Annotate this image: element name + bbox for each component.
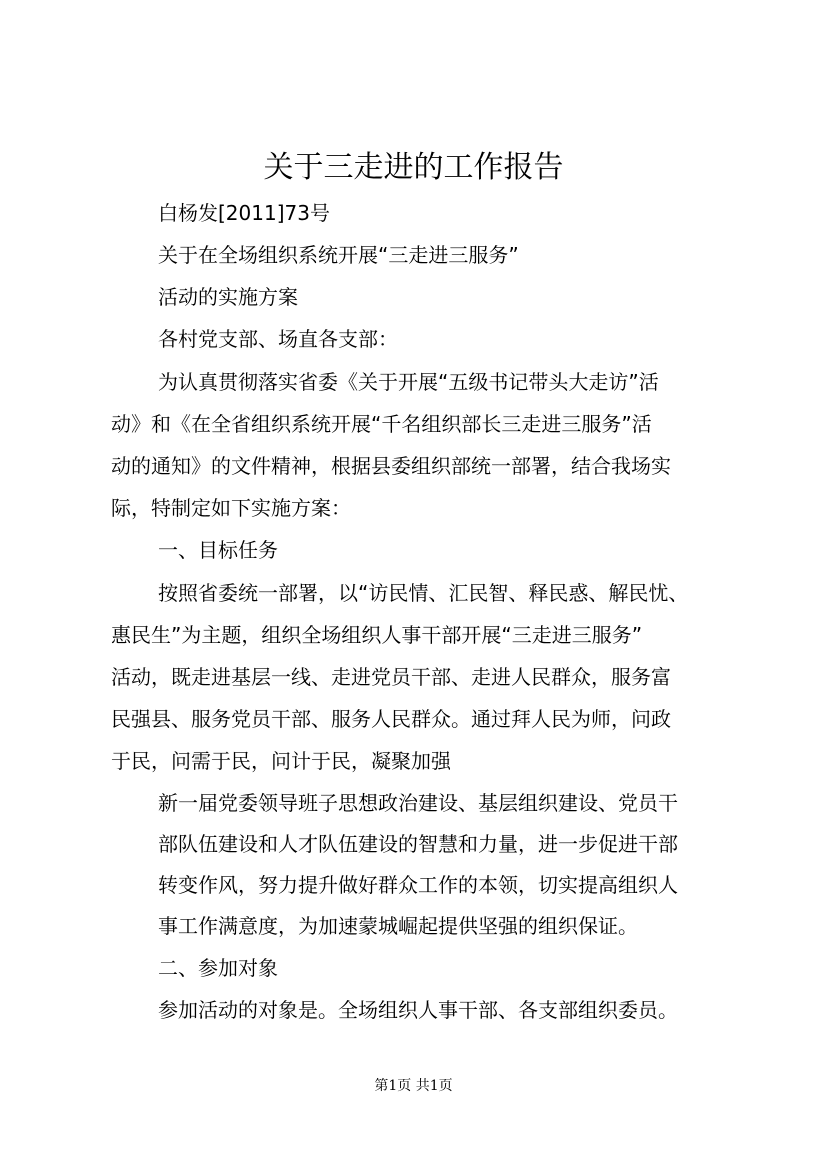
paragraph-line: 际，特制定如下实施方案： [111,496,351,520]
paragraph-line: 动》和《在全省组织系统开展“千名组织部长三走进三服务”活 [111,412,652,436]
paragraph-line: 事工作满意度，为加速蒙城崛起提供坚强的组织保证。 [158,914,638,938]
doc-number: 白杨发[2011]73号 [158,201,330,225]
plan-heading-line-2: 活动的实施方案 [158,285,298,309]
paragraph-line: 新一届党委领导班子思想政治建设、基层组织建设、党员干 [158,791,678,815]
paragraph-line: 为认真贯彻落实省委《关于开展“五级书记带头大走访”活 [158,370,659,394]
paragraph-line: 惠民生”为主题，组织全场组织人事干部开展“三走进三服务” [111,623,643,647]
document-title: 关于三走进的工作报告 [263,150,564,185]
plan-heading-line-1: 关于在全场组织系统开展“三走进三服务” [158,243,519,267]
section-heading-goals: 一、目标任务 [158,538,278,562]
paragraph-line: 活动，既走进基层一线、走进党员干部、走进人民群众，服务富 [111,665,671,689]
page-footer: 第1页 共1页 [374,1078,453,1094]
paragraph-line: 民强县、服务党员干部、服务人民群众。通过拜人民为师，问政 [111,707,671,731]
paragraph-line: 按照省委统一部署，以“访民情、汇民智、释民惑、解民忧、 [158,581,689,605]
section-heading-participants: 二、参加对象 [158,956,278,980]
paragraph-line: 部队伍建设和人才队伍建设的智慧和力量，进一步促进干部 [158,832,678,856]
paragraph-line: 参加活动的对象是。全场组织人事干部、各支部组织委员。 [158,998,678,1022]
paragraph-line: 转变作风，努力提升做好群众工作的本领，切实提高组织人 [158,873,678,897]
paragraph-line: 动的通知》的文件精神，根据县委组织部统一部署，结合我场实 [111,454,671,478]
paragraph-line: 于民，问需于民，问计于民，凝聚加强 [111,749,451,773]
salutation: 各村党支部、场直各支部： [158,327,398,351]
